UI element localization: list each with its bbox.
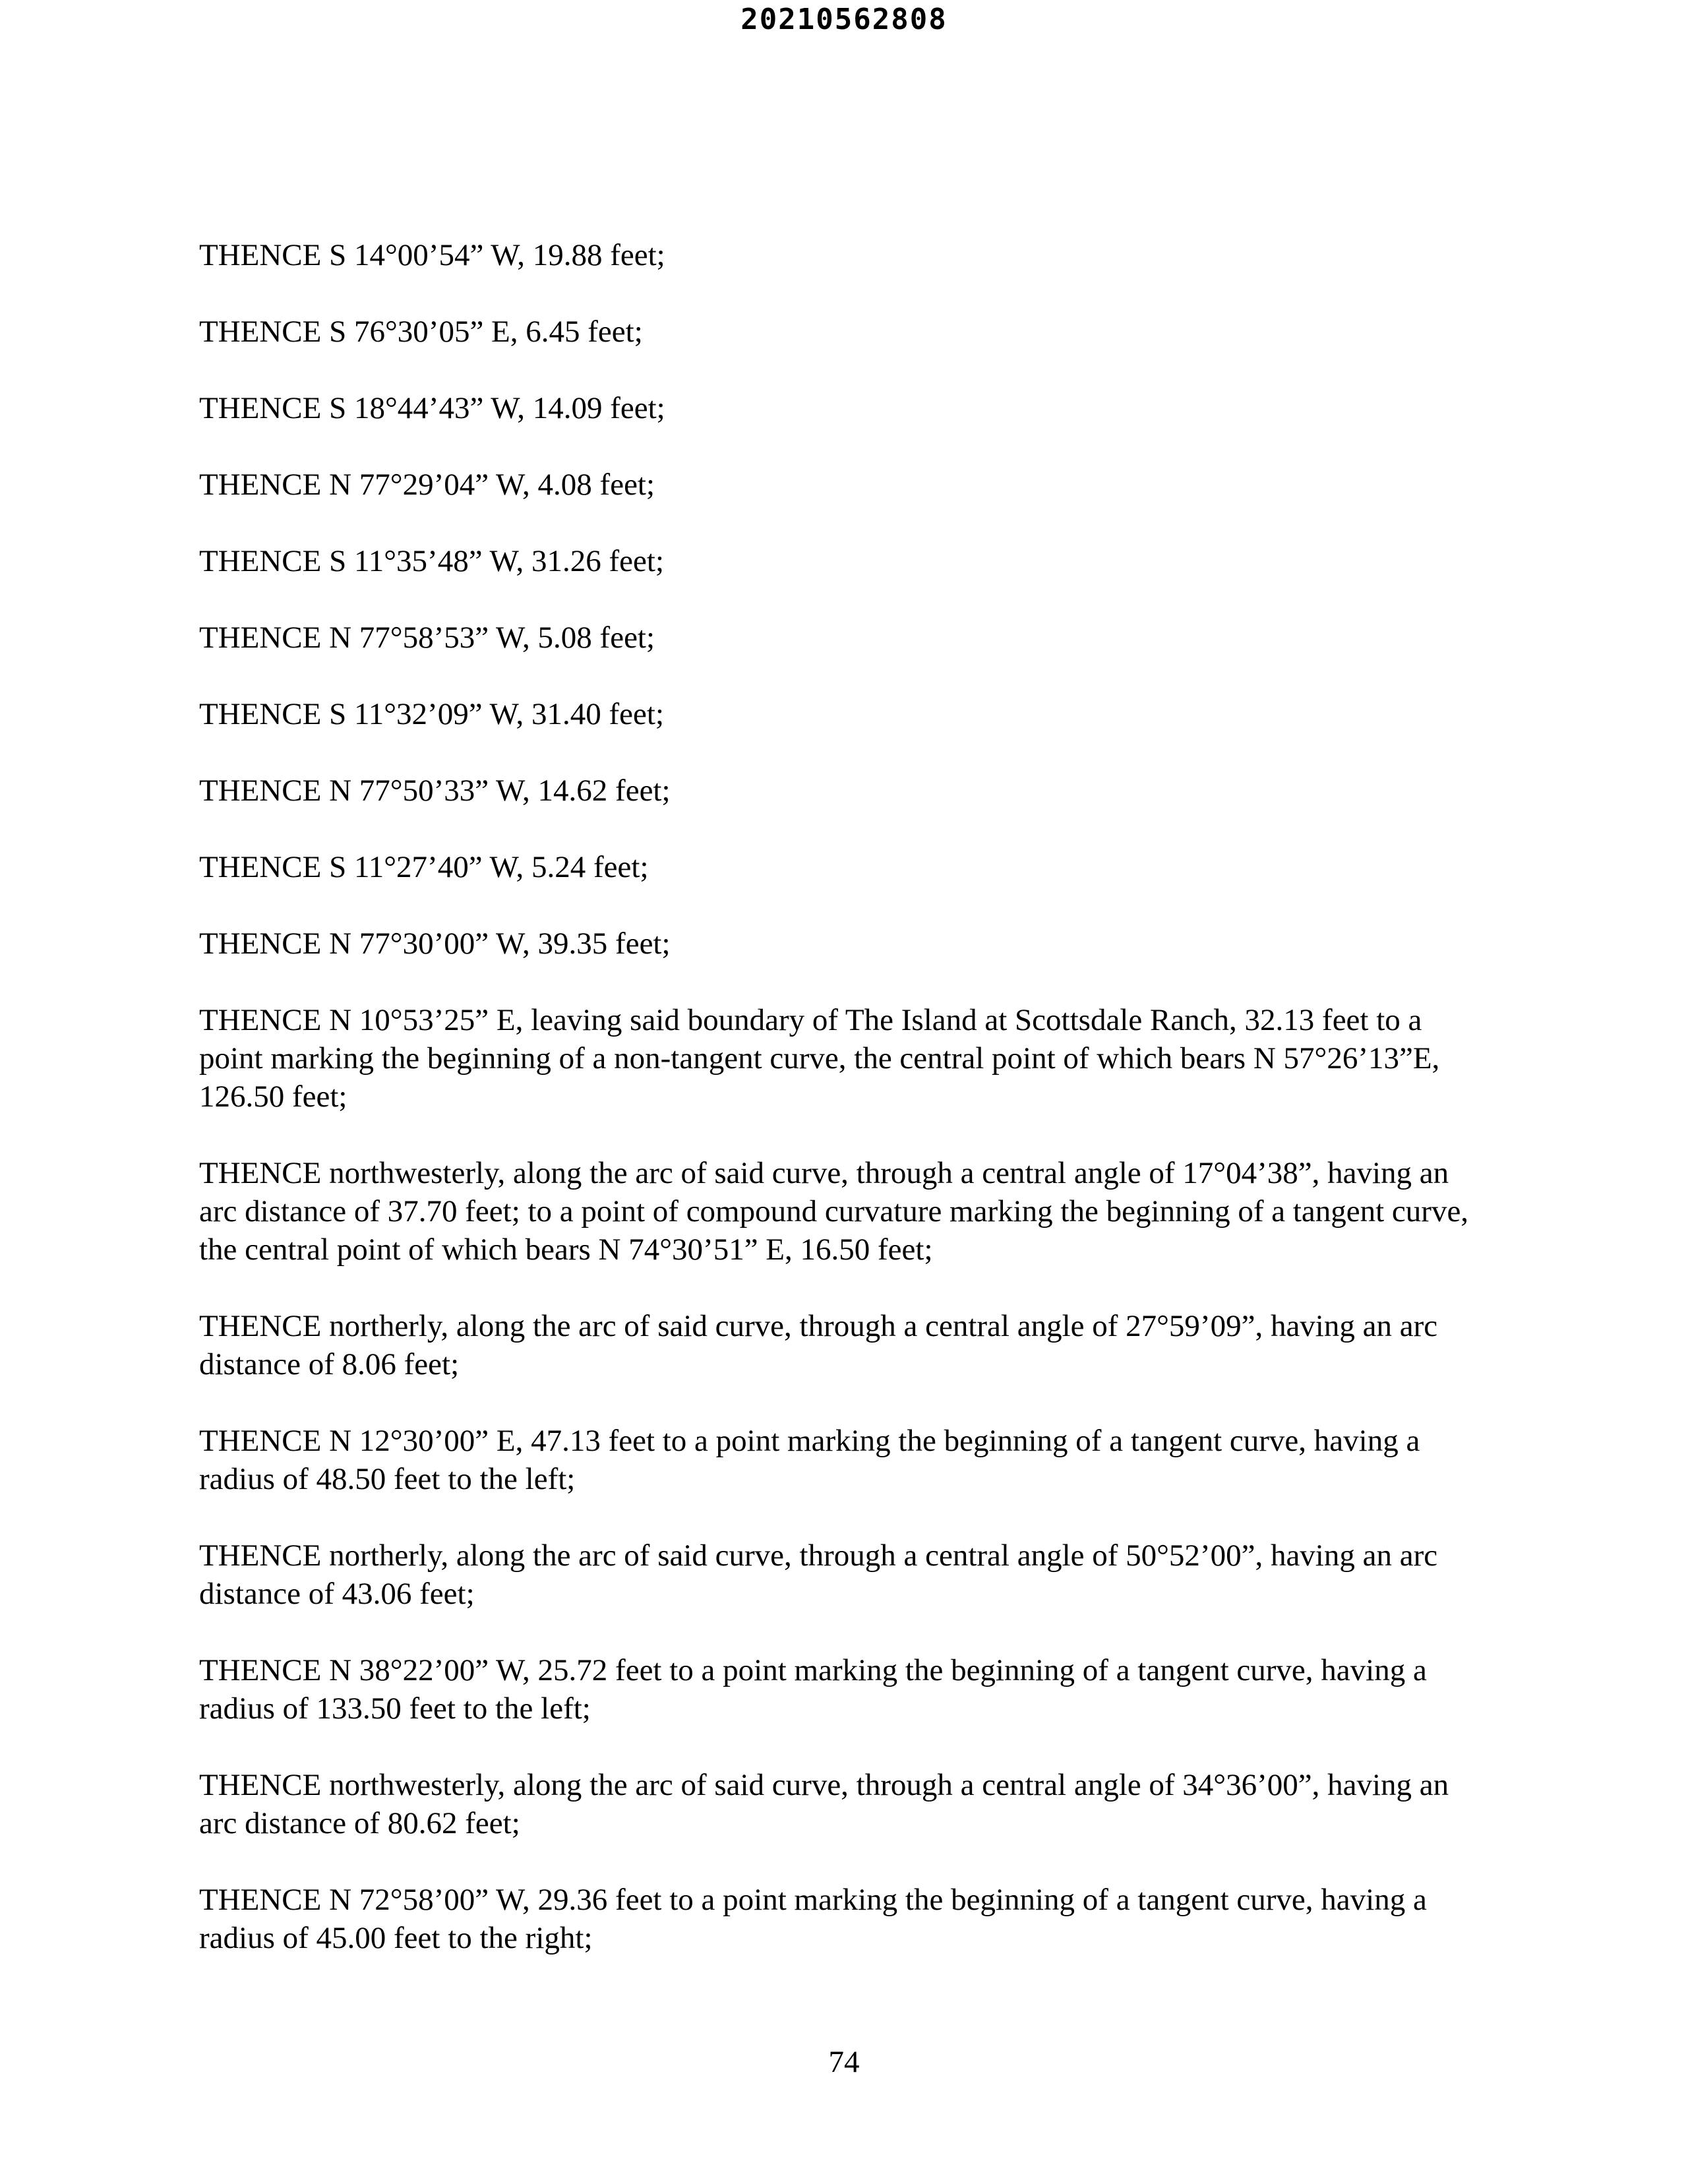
document-number: 20210562808 (740, 3, 948, 36)
course-paragraph: THENCE N 77°58’53” W, 5.08 feet; (199, 621, 655, 655)
course-paragraph: THENCE northerly, along the arc of said curve, through a central angle of 50°52’00”, having an arc distance of 43.06 feet; (199, 1538, 1438, 1611)
course-paragraph: THENCE northwesterly, along the arc of said curve, through a central angle of 17°04’38”, having an arc distance of 37.70 feet; to a point of compound curvature marking the beginning of a tangent curve, the central point of which bears N 74°30’51” E, 16.50 feet; (199, 1156, 1469, 1267)
course-paragraph: THENCE northerly, along the arc of said curve, through a central angle of 27°59’09”, having an arc distance of 8.06 feet; (199, 1309, 1438, 1381)
legal-description-body (199, 236, 1492, 1957)
course-paragraph: THENCE N 77°50’33” W, 14.62 feet; (199, 774, 671, 808)
course-paragraph: THENCE S 11°32’09” W, 31.40 feet; (199, 697, 664, 731)
course-paragraph: THENCE N 12°30’00” E, 47.13 feet to a point marking the beginning of a tangent curve, having a radius of 48.50 feet to the left; (199, 1424, 1420, 1496)
course-paragraph: THENCE N 77°29’04” W, 4.08 feet; (199, 468, 655, 502)
page-number: 74 (828, 2045, 860, 2079)
course-paragraph: THENCE N 38°22’00” W, 25.72 feet to a point marking the beginning of a tangent curve, having a radius of 133.50 feet to the left; (199, 1653, 1427, 1726)
course-paragraph: THENCE S 11°35’48” W, 31.26 feet; (199, 544, 664, 578)
course-paragraph: THENCE N 77°30’00” W, 39.35 feet; (199, 926, 671, 961)
course-paragraph: THENCE northwesterly, along the arc of said curve, through a central angle of 34°36’00”, having an arc distance of 80.62 feet; (199, 1768, 1449, 1840)
course-paragraph: THENCE S 14°00’54” W, 19.88 feet; (199, 238, 665, 272)
course-paragraph: THENCE S 18°44’43” W, 14.09 feet; (199, 391, 665, 425)
course-paragraph: THENCE N 10°53’25” E, leaving said boundary of The Island at Scottsdale Ranch, 32.13 feet to a point marking the beginning of a non-tangent curve, the central point of which bears N 57°26’13”E, 126.50 feet; (199, 1003, 1440, 1114)
course-paragraph: THENCE S 11°27’40” W, 5.24 feet; (199, 850, 649, 884)
course-paragraph: THENCE N 72°58’00” W, 29.36 feet to a point marking the beginning of a tangent curve, having a radius of 45.00 feet to the right; (199, 1883, 1427, 1955)
course-paragraph: THENCE S 76°30’05” E, 6.45 feet; (199, 315, 643, 349)
